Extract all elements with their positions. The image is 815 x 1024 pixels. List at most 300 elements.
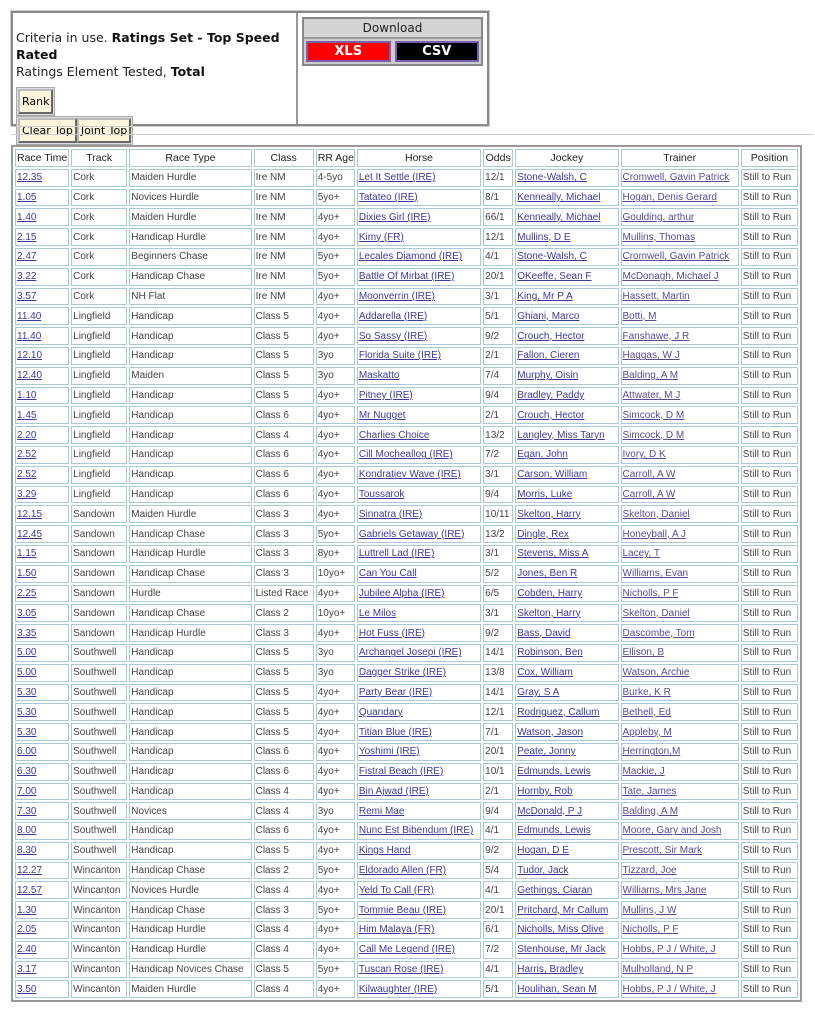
cell-class: Class 5 <box>254 684 314 702</box>
cell-track: Southwell <box>71 842 127 860</box>
jockey-link[interactable]: Stevens, Miss A <box>517 548 589 560</box>
horse-link[interactable]: Kondratiev Wave (IRE) <box>358 469 461 481</box>
horse-link[interactable]: Eldorado Allen (FR) <box>358 865 447 877</box>
jockey-link[interactable]: Carson, William <box>517 469 588 481</box>
cell-odds: 10/11 <box>483 505 513 523</box>
jockey-link[interactable]: Cox, William <box>517 667 573 679</box>
jockey-link[interactable]: Skelton, Harry <box>517 607 581 619</box>
race-time-link[interactable]: 1.05 <box>17 191 37 203</box>
cell-rr-age: 4yo+ <box>316 842 355 860</box>
race-time-link[interactable]: 3.22 <box>17 271 37 283</box>
jockey-link[interactable]: Watson, Jason <box>517 726 584 738</box>
cell-position: Still to Run <box>741 743 798 761</box>
cell-horse <box>357 327 481 345</box>
cell-odds: 9/2 <box>483 624 513 642</box>
race-time-link[interactable]: 12.45 <box>17 528 43 540</box>
cell-race-time <box>15 743 69 761</box>
horse-link[interactable]: Luttrell Lad (IRE) <box>358 548 435 560</box>
horse-link[interactable]: So Sassy (IRE) <box>358 330 428 342</box>
cell-trainer <box>621 288 739 306</box>
table-row <box>15 307 798 325</box>
cell-track: Wincanton <box>71 862 127 880</box>
race-time-link[interactable]: 8.30 <box>17 845 37 857</box>
cell-position: Still to Run <box>741 921 798 939</box>
trainer-link[interactable]: Cromwell, Gavin Patrick <box>622 172 730 184</box>
cell-horse <box>357 406 481 424</box>
race-time-link[interactable]: 3.50 <box>17 983 37 995</box>
cell-race-time <box>15 505 69 523</box>
trainer-link[interactable]: Mulholland, N P <box>622 964 694 976</box>
horse-link[interactable]: Florida Suite (IRE) <box>358 350 442 362</box>
horse-link[interactable]: Tommie Beau (IRE) <box>358 904 447 916</box>
horse-link[interactable]: Tuscan Rose (IRE) <box>358 964 444 976</box>
cell-race-time <box>15 446 69 464</box>
trainer-link[interactable]: Mullins, J W <box>622 904 677 916</box>
cell-odds: 7/2 <box>483 446 513 464</box>
cell-race-time <box>15 406 69 424</box>
cell-jockey <box>515 228 618 246</box>
race-time-link[interactable]: 2.25 <box>17 587 37 599</box>
trainer-link[interactable]: Tizzard, Joe <box>622 865 677 877</box>
cell-track: Lingfield <box>71 446 127 464</box>
race-time-link[interactable]: 2.47 <box>17 251 37 263</box>
jockey-link[interactable]: Jones, Ben R <box>517 568 578 580</box>
cell-odds: 14/1 <box>483 684 513 702</box>
cell-position: Still to Run <box>741 545 798 563</box>
cell-position: Still to Run <box>741 585 798 603</box>
cell-jockey <box>515 921 618 939</box>
race-time-link[interactable]: 1.50 <box>17 568 37 580</box>
jockey-link[interactable]: Rodriguez, Callum <box>517 706 600 718</box>
jockey-link[interactable]: McDonald, P J <box>517 805 583 817</box>
cell-race-type: Maiden Hurdle <box>129 980 251 998</box>
trainer-link[interactable]: Bethell, Ed <box>622 706 671 718</box>
trainer-link[interactable]: Nicholls, P F <box>622 587 679 599</box>
csv-button[interactable]: CSV <box>395 41 480 62</box>
table-row <box>15 406 798 424</box>
jockey-link[interactable]: Peate, Jonny <box>517 746 576 758</box>
trainer-link[interactable]: Ivory, D K <box>622 449 666 461</box>
trainer-link[interactable]: Prescott, Sir Mark <box>622 845 702 857</box>
horse-link[interactable]: Addarella (IRE) <box>358 310 428 322</box>
jockey-link[interactable]: King, Mr P A <box>517 290 573 302</box>
jockey-link[interactable]: Stone-Walsh, C <box>517 172 587 184</box>
horse-link[interactable]: Jubilee Alpha (IRE) <box>358 587 445 599</box>
cell-race-time <box>15 604 69 622</box>
trainer-link[interactable]: Williams, Evan <box>622 568 689 580</box>
race-time-link[interactable]: 6.30 <box>17 766 37 778</box>
cell-race-type: Handicap <box>129 842 251 860</box>
horse-link[interactable]: Gabriels Getaway (IRE) <box>358 528 465 540</box>
cell-track: Sandown <box>71 624 127 642</box>
jockey-link[interactable]: OKeeffe, Sean F <box>517 271 592 283</box>
race-time-link[interactable]: 5.30 <box>17 686 37 698</box>
cell-race-time <box>15 545 69 563</box>
jockey-link[interactable]: Edmunds, Lewis <box>517 766 591 778</box>
race-time-link[interactable]: 1.10 <box>17 389 37 401</box>
cell-class: Class 2 <box>254 604 314 622</box>
cell-horse <box>357 466 481 484</box>
horse-link[interactable]: Call Me Legend (IRE) <box>358 944 455 956</box>
race-time-link[interactable]: 12.35 <box>17 172 43 184</box>
cell-class: Class 4 <box>254 426 314 444</box>
horse-link[interactable]: Archangel Josepi (IRE) <box>358 647 462 659</box>
joint-top-button[interactable]: Joint Top <box>77 118 131 143</box>
trainer-link[interactable]: Ellison, B <box>622 647 665 659</box>
jockey-link[interactable]: Edmunds, Lewis <box>517 825 591 837</box>
cell-position: Still to Run <box>741 248 798 266</box>
jockey-link[interactable]: Murphy, Oisin <box>517 370 579 382</box>
race-time-link[interactable]: 12.40 <box>17 370 43 382</box>
horse-link[interactable]: Titian Blue (IRE) <box>358 726 432 738</box>
race-time-link[interactable]: 5.00 <box>17 667 37 679</box>
cell-horse <box>357 980 481 998</box>
race-time-link[interactable]: 3.05 <box>17 607 37 619</box>
horse-link[interactable]: Remi Mae <box>358 805 405 817</box>
cell-horse <box>357 268 481 286</box>
cell-track: Southwell <box>71 743 127 761</box>
cell-race-time <box>15 288 69 306</box>
trainer-link[interactable]: Williams, Mrs Jane <box>622 884 707 896</box>
trainer-link[interactable]: Hassett, Martin <box>622 290 690 302</box>
cell-rr-age: 4-5yo <box>316 169 355 187</box>
horse-link[interactable]: Maskatto <box>358 370 400 382</box>
horse-link[interactable]: Pitney (IRE) <box>358 389 413 401</box>
cell-position: Still to Run <box>741 723 798 741</box>
jockey-link[interactable]: Cobden, Harry <box>517 587 583 599</box>
race-time-link[interactable]: 7.00 <box>17 785 37 797</box>
cell-race-time <box>15 644 69 662</box>
cell-jockey <box>515 525 618 543</box>
cell-horse <box>357 228 481 246</box>
jockey-link[interactable]: Pritchard, Mr Callum <box>517 904 609 916</box>
horse-link[interactable]: Dixies Girl (IRE) <box>358 211 431 223</box>
race-time-link[interactable]: 12.27 <box>17 865 43 877</box>
table-row <box>15 208 798 226</box>
jockey-link[interactable]: Langley, Miss Taryn <box>517 429 605 441</box>
cell-trainer <box>621 604 739 622</box>
cell-track: Southwell <box>71 783 127 801</box>
race-time-link[interactable]: 2.52 <box>17 469 37 481</box>
jockey-link[interactable]: Crouch, Hector <box>517 330 585 342</box>
trainer-link[interactable]: Lacey, T <box>622 548 660 560</box>
cell-odds: 12/1 <box>483 169 513 187</box>
cell-rr-age: 4yo+ <box>316 921 355 939</box>
cell-track: Lingfield <box>71 347 127 365</box>
cell-race-time <box>15 327 69 345</box>
table-row <box>15 545 798 563</box>
jockey-link[interactable]: Kenneally, Michael <box>517 191 601 203</box>
cell-jockey <box>515 703 618 721</box>
cell-rr-age: 4yo+ <box>316 881 355 899</box>
cell-jockey <box>515 545 618 563</box>
horse-link[interactable]: Quandary <box>358 706 403 718</box>
cell-horse <box>357 881 481 899</box>
cell-race-type: Handicap <box>129 426 251 444</box>
race-time-link[interactable]: 2.15 <box>17 231 37 243</box>
race-time-link[interactable]: 2.20 <box>17 429 37 441</box>
trainer-link[interactable]: Carroll, A W <box>622 488 676 500</box>
horse-link[interactable]: Kilwaughter (IRE) <box>358 983 438 995</box>
cell-position: Still to Run <box>741 802 798 820</box>
cell-race-time <box>15 703 69 721</box>
trainer-link[interactable]: Hobbs, P J / White, J <box>622 983 716 995</box>
cell-class: Class 2 <box>254 862 314 880</box>
trainer-link[interactable]: Goulding, arthur <box>622 211 695 223</box>
cell-horse <box>357 723 481 741</box>
cell-odds: 13/2 <box>483 426 513 444</box>
horse-link[interactable]: Tatateo (IRE) <box>358 191 418 203</box>
cell-jockey <box>515 901 618 919</box>
horse-link[interactable]: Mr Nugget <box>358 409 406 421</box>
rank-button[interactable]: Rank <box>18 89 53 114</box>
trainer-link[interactable]: Honeyball, A J <box>622 528 686 540</box>
trainer-link[interactable]: Haggas, W J <box>622 350 680 362</box>
clear-top-button[interactable]: Clear Top <box>18 118 77 143</box>
table-row <box>15 743 798 761</box>
cell-jockey <box>515 881 618 899</box>
trainer-link[interactable]: Watson, Archie <box>622 667 690 679</box>
trainer-link[interactable]: Moore, Gary and Josh <box>622 825 722 837</box>
cell-position: Still to Run <box>741 684 798 702</box>
jockey-link[interactable]: Tudor, Jack <box>517 865 569 877</box>
trainer-link[interactable]: Attwater, M J <box>622 389 681 401</box>
header-race-time: Race Time <box>15 149 69 167</box>
cell-trainer <box>621 189 739 207</box>
jockey-link[interactable]: Hogan, D E <box>517 845 569 857</box>
jockey-link[interactable]: Dingle, Rex <box>517 528 569 540</box>
cell-track: Lingfield <box>71 406 127 424</box>
table-row <box>15 486 798 504</box>
jockey-link[interactable]: Ghiani, Marco <box>517 310 580 322</box>
cell-odds: 14/1 <box>483 644 513 662</box>
cell-rr-age: 4yo+ <box>316 466 355 484</box>
cell-horse <box>357 604 481 622</box>
trainer-link[interactable]: Hogan, Denis Gerard <box>622 191 717 203</box>
jockey-link[interactable]: Nicholls, Miss Olive <box>517 924 604 936</box>
jockey-link[interactable]: Egan, John <box>517 449 568 461</box>
cell-race-type: Handicap <box>129 743 251 761</box>
cell-horse <box>357 169 481 187</box>
table-row <box>15 505 798 523</box>
cell-race-time <box>15 486 69 504</box>
horse-link[interactable]: Kimy (FR) <box>358 231 404 243</box>
trainer-link[interactable]: Simcock, D M <box>622 429 685 441</box>
cell-class: Class 5 <box>254 327 314 345</box>
horse-link[interactable]: Dagger Strike (IRE) <box>358 667 447 679</box>
cell-track: Wincanton <box>71 961 127 979</box>
race-time-link[interactable]: 3.17 <box>17 964 37 976</box>
jockey-link[interactable]: Stone-Walsh, C <box>517 251 587 263</box>
cell-race-time <box>15 228 69 246</box>
trainer-link[interactable]: Mullins, Thomas <box>622 231 696 243</box>
trainer-link[interactable]: Hobbs, P J / White, J <box>622 944 716 956</box>
cell-jockey <box>515 822 618 840</box>
trainer-link[interactable]: Skelton, Daniel <box>622 508 690 520</box>
trainer-link[interactable]: Skelton, Daniel <box>622 607 690 619</box>
cell-odds: 2/1 <box>483 347 513 365</box>
cell-jockey <box>515 961 618 979</box>
cell-horse <box>357 941 481 959</box>
trainer-link[interactable]: Appleby, M <box>622 726 672 738</box>
horse-link[interactable]: Moonverrin (IRE) <box>358 290 435 302</box>
horse-link[interactable]: Le Milos <box>358 607 397 619</box>
trainer-link[interactable]: Cromwell, Gavin Patrick <box>622 251 730 263</box>
race-time-link[interactable]: 2.52 <box>17 449 37 461</box>
cell-race-time <box>15 525 69 543</box>
jockey-link[interactable]: Mullins, D E <box>517 231 571 243</box>
cell-jockey <box>515 802 618 820</box>
cell-race-type: Maiden Hurdle <box>129 208 251 226</box>
trainer-link[interactable]: Simcock, D M <box>622 409 685 421</box>
race-time-link[interactable]: 3.57 <box>17 290 37 302</box>
race-time-link[interactable]: 12.15 <box>17 508 43 520</box>
cell-horse <box>357 842 481 860</box>
cell-horse <box>357 585 481 603</box>
trainer-link[interactable]: Fanshawe, J R <box>622 330 690 342</box>
jockey-link[interactable]: Crouch, Hector <box>517 409 585 421</box>
header-jockey: Jockey <box>515 149 618 167</box>
jockey-link[interactable]: Gethings, Ciaran <box>517 884 593 896</box>
race-time-link[interactable]: 5.00 <box>17 647 37 659</box>
table-row <box>15 842 798 860</box>
table-row <box>15 980 798 998</box>
cell-class: Class 5 <box>254 703 314 721</box>
trainer-link[interactable]: Balding, A M <box>622 370 679 382</box>
table-row <box>15 169 798 187</box>
element-label: Ratings Element Tested, <box>16 64 167 79</box>
cell-position: Still to Run <box>741 862 798 880</box>
cell-race-type: Handicap <box>129 347 251 365</box>
cell-trainer <box>621 961 739 979</box>
race-time-link[interactable]: 12.57 <box>17 884 43 896</box>
race-time-link[interactable]: 11.40 <box>17 330 42 342</box>
cell-race-type: Beginners Chase <box>129 248 251 266</box>
race-time-link[interactable]: 6.00 <box>17 746 37 758</box>
horse-link[interactable]: Bin Ajwad (IRE) <box>358 785 429 797</box>
trainer-link[interactable]: Tate, James <box>622 785 677 797</box>
jockey-link[interactable]: Skelton, Harry <box>517 508 581 520</box>
horse-link[interactable]: Can You Call <box>358 568 417 580</box>
cell-position: Still to Run <box>741 644 798 662</box>
cell-race-type: Novices Hurdle <box>129 881 251 899</box>
trainer-link[interactable]: Burke, K R <box>622 686 671 698</box>
horse-link[interactable]: Yoshimi (IRE) <box>358 746 420 758</box>
criteria-prefix: Criteria in use. <box>16 30 108 45</box>
trainer-link[interactable]: Balding, A M <box>622 805 679 817</box>
trainer-link[interactable]: Herrington,M <box>622 746 681 758</box>
cell-race-type: Handicap <box>129 644 251 662</box>
race-time-link[interactable]: 1.40 <box>17 211 37 223</box>
horse-link[interactable]: Fistral Beach (IRE) <box>358 766 444 778</box>
horse-link[interactable]: Party Bear (IRE) <box>358 686 433 698</box>
top-buttons-wrap <box>16 116 133 145</box>
jockey-link[interactable]: Kenneally, Michael <box>517 211 601 223</box>
cell-position: Still to Run <box>741 881 798 899</box>
jockey-link[interactable]: Hornby, Rob <box>517 785 573 797</box>
cell-race-time <box>15 367 69 385</box>
race-time-link[interactable]: 11.40 <box>17 310 42 322</box>
trainer-link[interactable]: Dascombe, Tom <box>622 627 695 639</box>
horse-link[interactable]: Him Malaya (FR) <box>358 924 435 936</box>
cell-race-type: Handicap <box>129 723 251 741</box>
horse-link[interactable]: Toussarok <box>358 488 405 500</box>
cell-position: Still to Run <box>741 901 798 919</box>
cell-trainer <box>621 802 739 820</box>
trainer-link[interactable]: Mackie, J <box>622 766 665 778</box>
jockey-link[interactable]: Robinson, Ben <box>517 647 583 659</box>
race-time-link[interactable]: 3.29 <box>17 488 37 500</box>
trainer-link[interactable]: Nicholls, P F <box>622 924 679 936</box>
horse-link[interactable]: Nunc Est Bibendum (IRE) <box>358 825 474 837</box>
cell-race-type: Hurdle <box>129 585 251 603</box>
jockey-link[interactable]: Houlihan, Sean M <box>517 983 597 995</box>
cell-jockey <box>515 743 618 761</box>
race-time-link[interactable]: 5.30 <box>17 706 37 718</box>
jockey-link[interactable]: Bradley, Paddy <box>517 389 585 401</box>
horse-link[interactable]: Hot Fuss (IRE) <box>358 627 425 639</box>
jockey-link[interactable]: Bass, David <box>517 627 571 639</box>
race-time-link[interactable]: 2.40 <box>17 944 37 956</box>
horse-link[interactable]: Sinnatra (IRE) <box>358 508 423 520</box>
cell-track: Southwell <box>71 822 127 840</box>
cell-rr-age: 5yo+ <box>316 525 355 543</box>
horse-link[interactable]: Let It Settle (IRE) <box>358 172 436 184</box>
table-row <box>15 862 798 880</box>
race-time-link[interactable]: 1.45 <box>17 409 37 421</box>
horse-link[interactable]: Yeld To Call (FR) <box>358 884 434 896</box>
race-time-link[interactable]: 3.35 <box>17 627 37 639</box>
race-time-link[interactable]: 1.15 <box>17 548 37 560</box>
xls-button[interactable]: XLS <box>306 41 391 62</box>
cell-horse <box>357 446 481 464</box>
cell-odds: 3/1 <box>483 545 513 563</box>
cell-class: Class 4 <box>254 881 314 899</box>
jockey-link[interactable]: Morris, Luke <box>517 488 573 500</box>
divider <box>11 134 814 135</box>
jockey-link[interactable]: Stenhouse, Mr Jack <box>517 944 606 956</box>
trainer-link[interactable]: Carroll, A W <box>622 469 676 481</box>
horse-link[interactable]: Charlies Choice <box>358 429 430 441</box>
table-row <box>15 644 798 662</box>
cell-jockey <box>515 446 618 464</box>
cell-track: Wincanton <box>71 881 127 899</box>
race-time-link[interactable]: 2.05 <box>17 924 37 936</box>
cell-horse <box>357 862 481 880</box>
table-row <box>15 367 798 385</box>
race-time-link[interactable]: 7.30 <box>17 805 37 817</box>
trainer-link[interactable]: Botti, M <box>622 310 657 322</box>
horse-link[interactable]: Kings Hand <box>358 845 411 857</box>
cell-odds: 6/5 <box>483 585 513 603</box>
horse-link[interactable]: Lecales Diamond (IRE) <box>358 251 463 263</box>
race-time-link[interactable]: 12.10 <box>17 350 43 362</box>
jockey-link[interactable]: Fallon, Cieren <box>517 350 580 362</box>
cell-horse <box>357 426 481 444</box>
race-time-link[interactable]: 1.30 <box>17 904 37 916</box>
cell-track: Lingfield <box>71 426 127 444</box>
cell-track: Southwell <box>71 684 127 702</box>
cell-jockey <box>515 288 618 306</box>
race-time-link[interactable]: 5.30 <box>17 726 37 738</box>
jockey-link[interactable]: Harris, Bradley <box>517 964 584 976</box>
trainer-link[interactable]: McDonagh, Michael J <box>622 271 719 283</box>
jockey-link[interactable]: Gray, S A <box>517 686 560 698</box>
race-time-link[interactable]: 8.00 <box>17 825 37 837</box>
horse-link[interactable]: Cill Mocheallog (IRE) <box>358 449 453 461</box>
cell-race-type: Handicap Hurdle <box>129 545 251 563</box>
horse-link[interactable]: Battle Of Mirbat (IRE) <box>358 271 455 283</box>
